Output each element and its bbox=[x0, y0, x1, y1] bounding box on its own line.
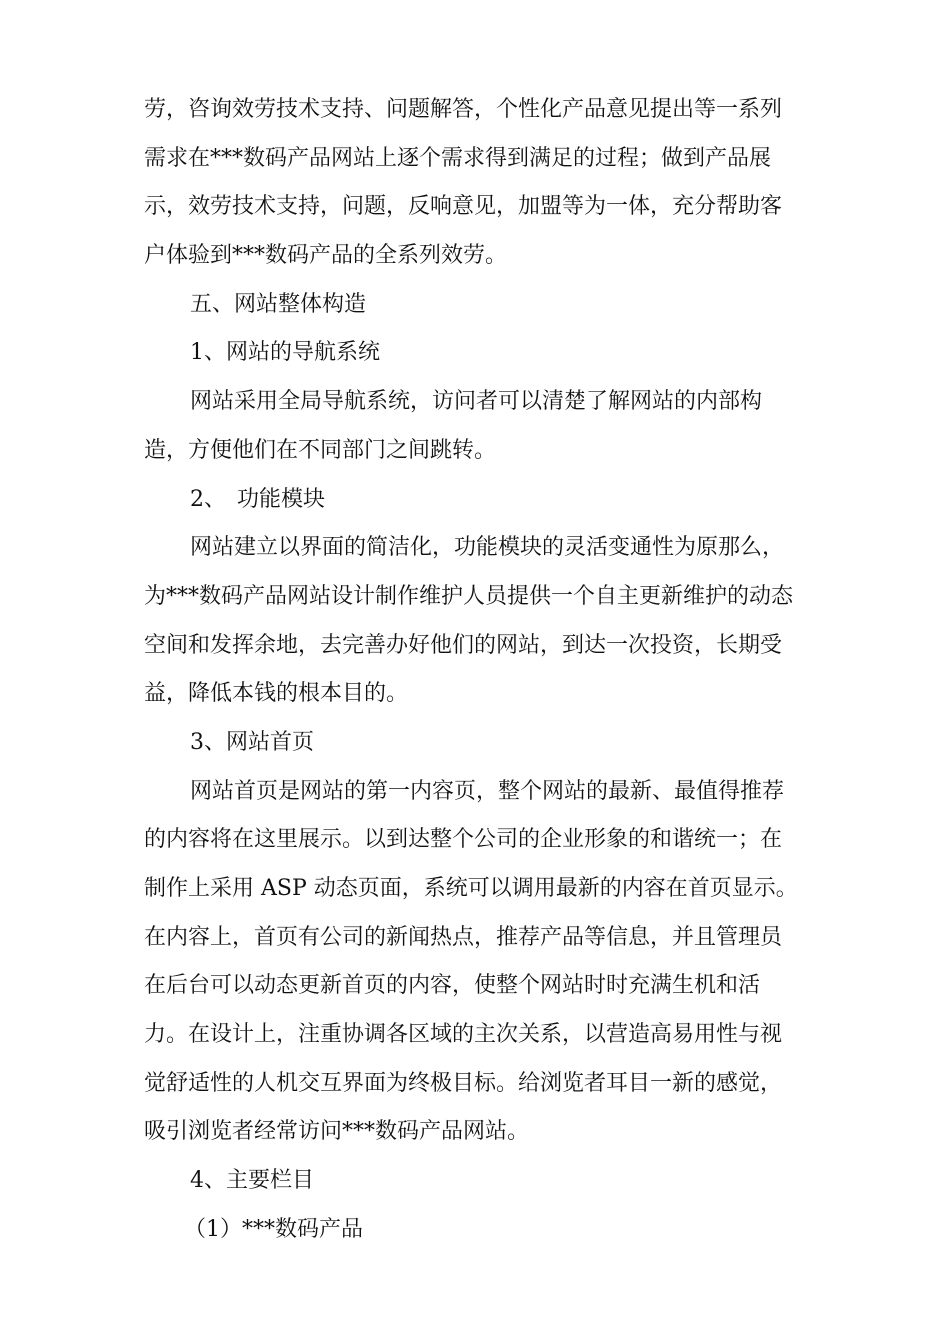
paragraph-line: 制作上采用 ASP 动态页面，系统可以调用最新的内容在首页显示。 bbox=[144, 876, 798, 901]
paragraph-line: 在后台可以动态更新首页的内容，使整个网站时时充满生机和活 bbox=[144, 973, 761, 999]
document-body bbox=[144, 86, 824, 1255]
list-item-heading: （1）***数码产品 bbox=[184, 1216, 363, 1242]
subsection-heading: 4、主要栏目 bbox=[190, 1168, 314, 1194]
paragraph-line: 劳，咨询效劳技术支持、问题解答，个性化产品意见提出等一系列 bbox=[144, 97, 783, 122]
paragraph-line: 在内容上，首页有公司的新闻热点，推荐产品等信息，并且管理员 bbox=[144, 924, 783, 950]
paragraph-line: 为***数码产品网站设计制作维护人员提供一个自主更新维护的动态 bbox=[144, 583, 794, 609]
paragraph-line: 网站采用全局导航系统，访问者可以清楚了解网站的内部构 bbox=[190, 389, 763, 415]
paragraph-line: 空间和发挥余地，去完善办好他们的网站，到达一次投资，长期受 bbox=[144, 632, 783, 658]
paragraph-line: 造，方便他们在不同部门之间跳转。 bbox=[144, 437, 497, 463]
paragraph-line: 示，效劳技术支持，问题，反响意见，加盟等为一体，充分帮助客 bbox=[144, 194, 783, 220]
subsection-heading: 1、网站的导航系统 bbox=[190, 340, 380, 366]
paragraph-line: 力。在设计上，注重协调各区域的主次关系，以营造高易用性与视 bbox=[144, 1022, 783, 1048]
paragraph-line: 觉舒适性的人机交互界面为终极目标。给浏览者耳目一新的感觉， bbox=[144, 1070, 783, 1096]
paragraph-line: 的内容将在这里展示。以到达整个公司的企业形象的和谐统一；在 bbox=[144, 827, 783, 853]
paragraph-line: 网站建立以界面的简洁化，功能模块的灵活变通性为原那么， bbox=[190, 535, 785, 561]
paragraph-line: 户体验到***数码产品的全系列效劳。 bbox=[144, 243, 508, 269]
paragraph-line: 益，降低本钱的根本目的。 bbox=[144, 681, 409, 707]
paragraph-line: 需求在***数码产品网站上逐个需求得到满足的过程；做到产品展 bbox=[144, 145, 772, 171]
subsection-heading: 3、网站首页 bbox=[190, 729, 314, 755]
paragraph-line: 吸引浏览者经常访问***数码产品网站。 bbox=[144, 1119, 530, 1145]
paragraph-line: 网站首页是网站的第一内容页，整个网站的最新、最值得推荐 bbox=[190, 778, 785, 804]
subsection-heading: 2、 功能模块 bbox=[190, 486, 325, 512]
section-heading: 五、网站整体构造 bbox=[190, 291, 367, 317]
